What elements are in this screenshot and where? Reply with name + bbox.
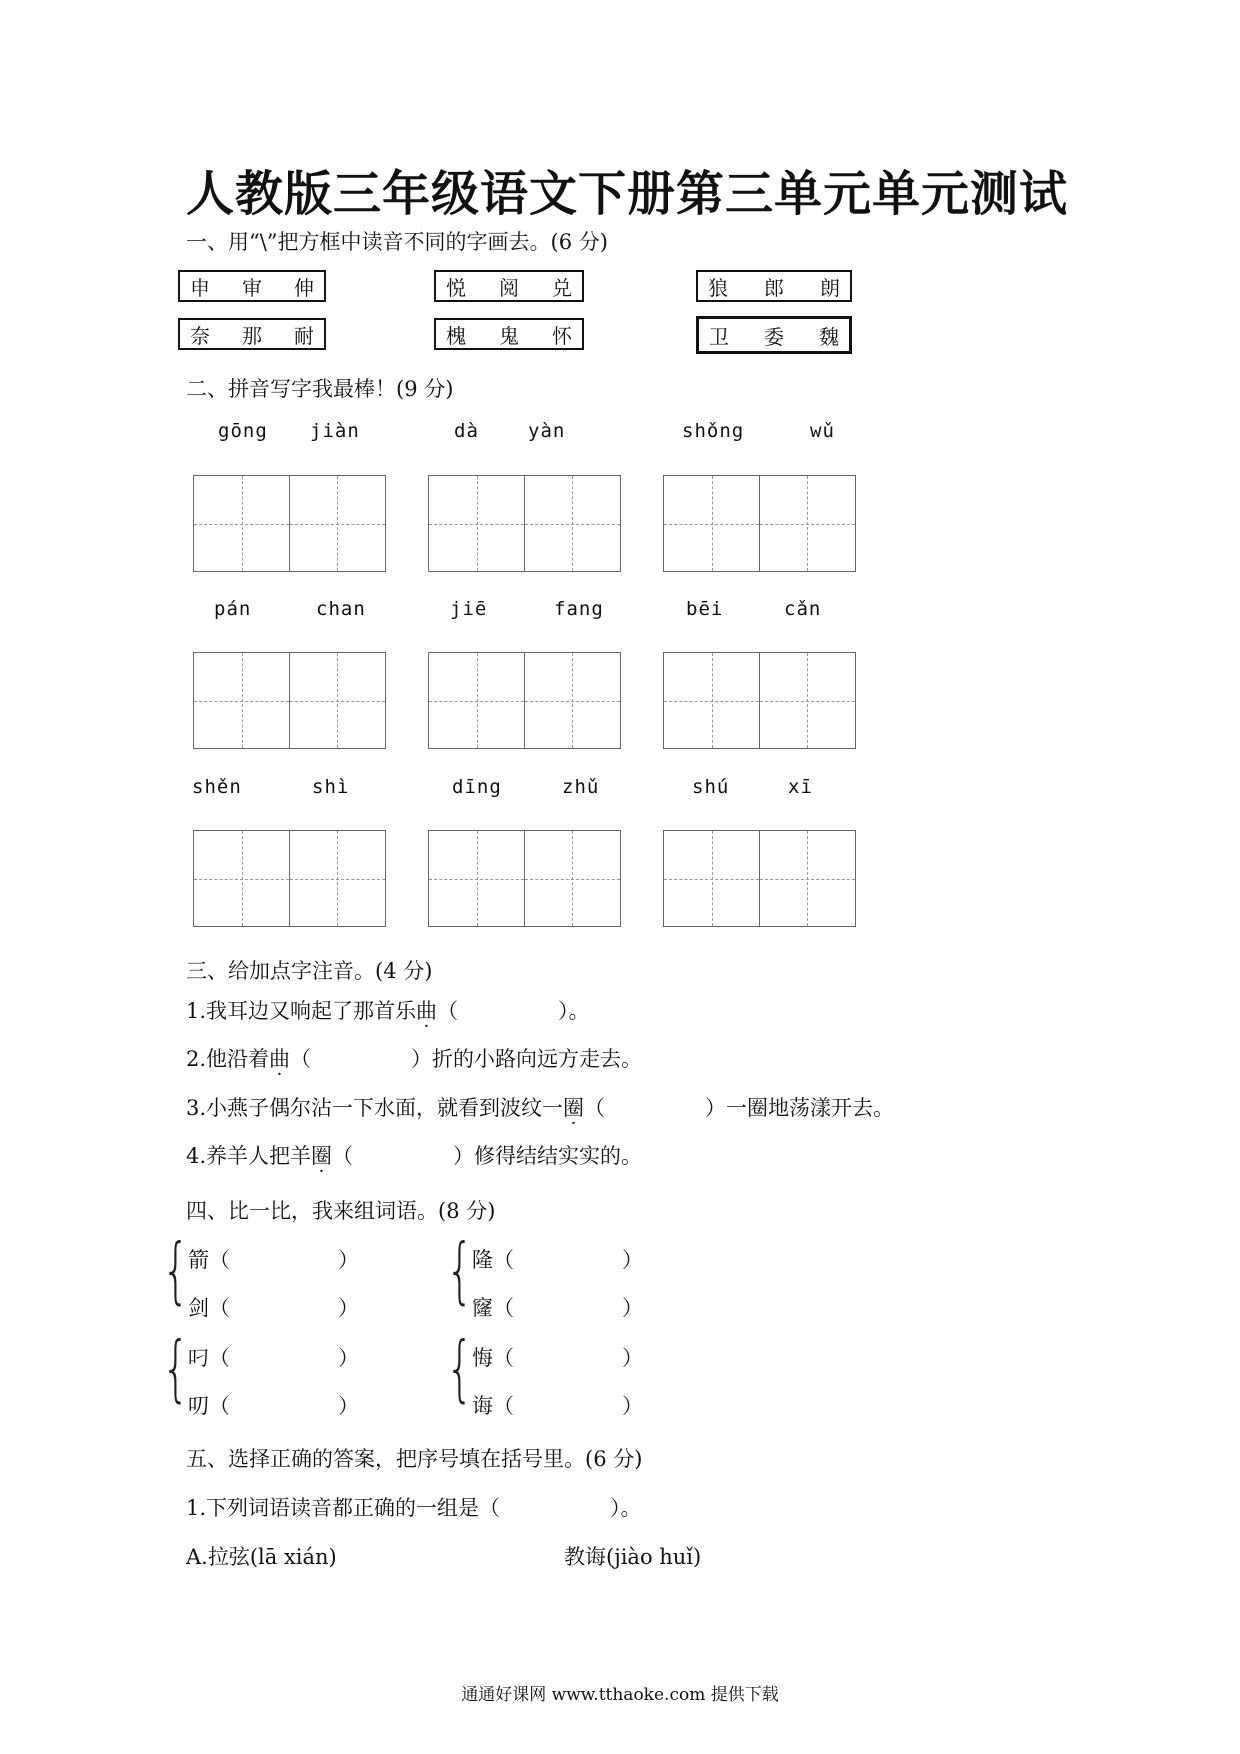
pinyin-text: dīng xyxy=(452,776,502,798)
section-5-heading: 五、选择正确的答案，把序号填在括号里。(6 分) xyxy=(186,1447,643,1471)
section-1-heading: 一、用“\”把方框中读音不同的字画去。(6 分) xyxy=(186,230,608,254)
box-char: 阅 xyxy=(499,275,519,300)
pinyin-text: zhǔ xyxy=(562,776,600,798)
box-char: 郎 xyxy=(764,275,784,300)
question-text: 1.我耳边又响起了那首乐 xyxy=(186,999,417,1023)
word-pair-item: 叼（ xyxy=(188,1346,230,1370)
option-a-2: 教诲(jiào huǐ) xyxy=(564,1545,702,1569)
word-pair-item: 叨（ xyxy=(188,1394,230,1418)
question-line xyxy=(186,1043,642,1073)
pinyin-text: shǒng xyxy=(682,420,745,442)
pinyin-text: yàn xyxy=(528,420,566,442)
pinyin-text: jiē xyxy=(450,598,488,620)
word-pair-item: 隆（ xyxy=(472,1248,514,1272)
close-paren: ） xyxy=(338,1296,359,1320)
writing-grid[interactable] xyxy=(428,652,622,749)
open-paren: （ xyxy=(290,1047,312,1071)
brace-icon: { xyxy=(162,1326,190,1410)
word-pair-item: 剑（ xyxy=(188,1296,230,1320)
dotted-char: 圈 xyxy=(311,1144,333,1168)
char-box xyxy=(696,316,852,354)
box-char: 魏 xyxy=(819,324,839,349)
box-char: 朗 xyxy=(820,275,840,300)
box-char: 怀 xyxy=(552,323,572,348)
question-line xyxy=(186,1492,642,1522)
page-title: 人教版三年级语文下册第三单元单元测试 xyxy=(186,166,1069,222)
writing-grid[interactable] xyxy=(193,830,387,927)
box-char: 鬼 xyxy=(499,323,519,348)
question-text: 3.小燕子偶尔沾一下水面，就看到波纹一 xyxy=(186,1096,564,1120)
char-box xyxy=(434,318,584,350)
close-paren: ） xyxy=(338,1248,359,1272)
section-2-heading: 二、拼音写字我最棒！(9 分) xyxy=(186,377,454,401)
dotted-char: 曲 xyxy=(416,999,438,1023)
section-4-heading: 四、比一比，我来组词语。(8 分) xyxy=(186,1199,496,1223)
pinyin-text: dà xyxy=(454,420,479,442)
pinyin-text: chan xyxy=(316,598,366,620)
question-text: 1.下列词语读音都正确的一组是（ xyxy=(186,1496,501,1520)
dotted-char: 曲 xyxy=(269,1047,291,1071)
box-char: 兑 xyxy=(552,275,572,300)
close-paren: ） xyxy=(338,1394,359,1418)
dotted-char: 圈 xyxy=(563,1096,585,1120)
box-char: 卫 xyxy=(709,324,729,349)
close-paren: ） xyxy=(622,1248,643,1272)
pinyin-text: shú xyxy=(692,776,730,798)
question-text-end: ）一圈地荡漾开去。 xyxy=(705,1096,895,1120)
pinyin-text: jiàn xyxy=(310,420,360,442)
question-line xyxy=(186,995,590,1025)
close-paren: ） xyxy=(622,1296,643,1320)
box-char: 伸 xyxy=(294,275,314,300)
close-paren: ） xyxy=(622,1394,643,1418)
pinyin-text: cǎn xyxy=(784,598,822,620)
brace-icon: { xyxy=(162,1228,190,1312)
section-3-heading: 三、给加点字注音。(4 分) xyxy=(186,959,433,983)
box-char: 申 xyxy=(190,275,210,300)
option-a: A.拉弦(lā xián) xyxy=(186,1545,337,1569)
box-char: 悦 xyxy=(446,275,466,300)
writing-grid[interactable] xyxy=(663,830,857,927)
pinyin-text: bēi xyxy=(686,598,724,620)
writing-grid[interactable] xyxy=(663,652,857,749)
brace-icon: { xyxy=(446,1228,474,1312)
question-text-end: ）。 xyxy=(610,1496,642,1520)
box-char: 槐 xyxy=(446,323,466,348)
open-paren: （ xyxy=(584,1096,606,1120)
brace-icon: { xyxy=(446,1326,474,1410)
pinyin-text: pán xyxy=(214,598,252,620)
writing-grid[interactable] xyxy=(428,475,622,572)
writing-grid[interactable] xyxy=(193,652,387,749)
question-line xyxy=(186,1140,642,1170)
word-pair-item: 悔（ xyxy=(472,1346,514,1370)
box-char: 奈 xyxy=(190,323,210,348)
footer: 通通好课网 www.tthaoke.com 提供下载 xyxy=(461,1685,779,1705)
box-char: 审 xyxy=(242,275,262,300)
close-paren: ） xyxy=(338,1346,359,1370)
question-text: 2.他沿着 xyxy=(186,1047,270,1071)
open-paren: （ xyxy=(332,1144,354,1168)
question-text-end: ）。 xyxy=(558,999,590,1023)
char-box xyxy=(178,318,326,350)
word-pair-item: 窿（ xyxy=(472,1296,514,1320)
box-char: 委 xyxy=(764,324,784,349)
question-text-end: ）折的小路向远方走去。 xyxy=(411,1047,643,1071)
word-pair-item: 箭（ xyxy=(188,1248,230,1272)
word-pair-item: 诲（ xyxy=(472,1394,514,1418)
char-box xyxy=(434,270,584,302)
question-text-end: ）修得结结实实的。 xyxy=(453,1144,643,1168)
writing-grid[interactable] xyxy=(663,475,857,572)
char-box xyxy=(696,270,852,302)
box-char: 狼 xyxy=(708,275,728,300)
pinyin-text: shì xyxy=(312,776,350,798)
question-line xyxy=(186,1092,894,1122)
pinyin-text: wǔ xyxy=(810,420,835,442)
pinyin-text: gōng xyxy=(218,420,268,442)
writing-grid[interactable] xyxy=(193,475,387,572)
box-char: 那 xyxy=(242,323,262,348)
char-box xyxy=(178,270,326,302)
question-text: 4.养羊人把羊 xyxy=(186,1144,312,1168)
pinyin-text: fang xyxy=(554,598,604,620)
pinyin-text: shěn xyxy=(192,776,242,798)
close-paren: ） xyxy=(622,1346,643,1370)
box-char: 耐 xyxy=(294,323,314,348)
pinyin-text: xī xyxy=(788,776,813,798)
open-paren: （ xyxy=(437,999,459,1023)
writing-grid[interactable] xyxy=(428,830,622,927)
